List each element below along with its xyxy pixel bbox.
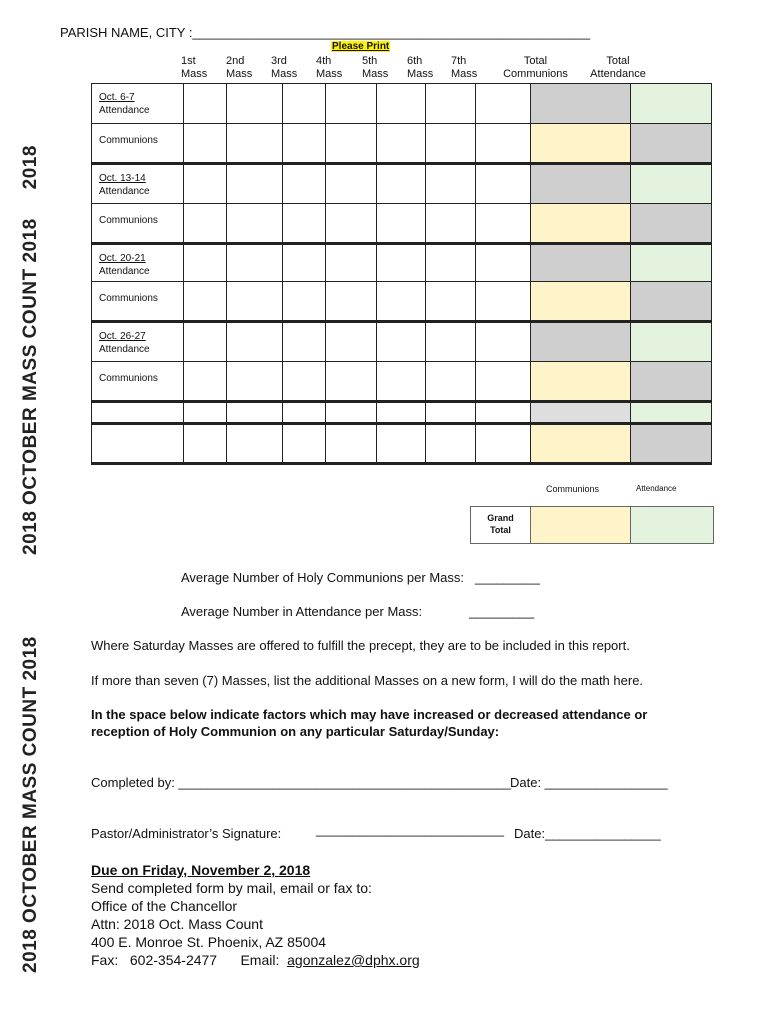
footer-line: 400 E. Monroe St. Phoenix, AZ 85004 — [91, 934, 327, 950]
mass-count-table — [91, 83, 712, 465]
table-row — [92, 124, 712, 164]
completed-date-field[interactable]: Date: _________________ — [510, 775, 668, 790]
seven-masses-note: If more than seven (7) Masses, list the additional Masses on a new form, I will do the math here. — [91, 673, 644, 688]
col-header-6: 6th Mass — [407, 55, 434, 80]
saturday-note: Where Saturday Masses are offered to fulfill the precept, they are to be included in this report. — [91, 638, 630, 653]
col-header-7: 7th Mass — [451, 55, 478, 80]
factors-instruction-line1: In the space below indicate factors which may have increased or decreased attendance or — [91, 707, 648, 722]
email-label: Email: — [240, 952, 280, 968]
footer-line: Office of the Chancellor — [91, 898, 238, 914]
grand-total-attendance-cell[interactable] — [631, 507, 713, 543]
row-label: Oct. 20-21 Attendance — [92, 244, 184, 282]
col-header-1: 1st Mass — [181, 55, 208, 80]
due-date: Due on Friday, November 2, 2018 — [91, 862, 311, 878]
table-row — [92, 84, 712, 124]
row-label: Oct. 6-7 Attendance — [92, 84, 184, 124]
footer-contact — [91, 861, 420, 969]
table-row — [92, 164, 712, 204]
factors-instruction-line2: reception of Holy Communion on any particular Saturday/Sunday: — [91, 724, 500, 739]
email-link[interactable]: agonzalez@dphx.org — [287, 952, 420, 968]
grand-total-communions-cell[interactable] — [531, 507, 631, 543]
pastor-signature-label: Pastor/Administrator’s Signature: — [91, 826, 282, 841]
totals-attendance-label: Attendance — [636, 484, 677, 493]
side-banner-upper — [20, 75, 52, 555]
parish-name-field[interactable]: PARISH NAME, CITY :_______________________________________________________ — [60, 25, 591, 40]
average-attendance-field[interactable]: Average Number in Attendance per Mass: _________ — [181, 604, 535, 619]
grand-total-label: Grand Total — [471, 507, 531, 543]
side-banner-upper-text: 2018 OCTOBER MASS COUNT 2018 2018 — [20, 145, 41, 555]
fax-number: Fax: 602-354-2477 — [91, 952, 218, 968]
footer-line: Send completed form by mail, email or fax to: — [91, 880, 372, 896]
table-row — [92, 204, 712, 244]
row-label: Communions — [92, 282, 184, 322]
row-label: Communions — [92, 204, 184, 244]
please-print-note: Please Print — [332, 41, 390, 52]
pastor-date-field[interactable]: Date:________________ — [514, 826, 661, 841]
table-row — [92, 282, 712, 322]
totals-communions-label: Communions — [546, 484, 600, 494]
footer-line: Attn: 2018 Oct. Mass Count — [91, 916, 263, 932]
table-row — [92, 402, 712, 424]
pastor-signature-field[interactable]: __________________________ — [316, 822, 504, 837]
completed-by-field[interactable]: Completed by: ______________________________________________ — [91, 775, 512, 790]
table-row — [92, 362, 712, 402]
col-header-2: 2nd Mass — [226, 55, 253, 80]
table-row — [92, 424, 712, 464]
table-row — [92, 322, 712, 362]
row-label: Communions — [92, 362, 184, 402]
col-header-total-attendance: Total Attendance — [590, 55, 646, 80]
col-header-4: 4th Mass — [316, 55, 343, 80]
grand-total-box — [470, 506, 714, 544]
row-label: Oct. 26-27 Attendance — [92, 322, 184, 362]
side-banner-lower: 2018 OCTOBER MASS COUNT 2018 — [20, 636, 41, 973]
col-header-total-communions: Total Communions — [503, 55, 568, 80]
row-label: Communions — [92, 124, 184, 164]
table-row — [92, 244, 712, 282]
fax-email-line — [91, 951, 420, 969]
col-header-3: 3rd Mass — [271, 55, 298, 80]
row-label: Oct. 13-14 Attendance — [92, 164, 184, 204]
col-header-5: 5th Mass — [362, 55, 389, 80]
average-communions-field[interactable]: Average Number of Holy Communions per Mass: _________ — [181, 570, 540, 585]
